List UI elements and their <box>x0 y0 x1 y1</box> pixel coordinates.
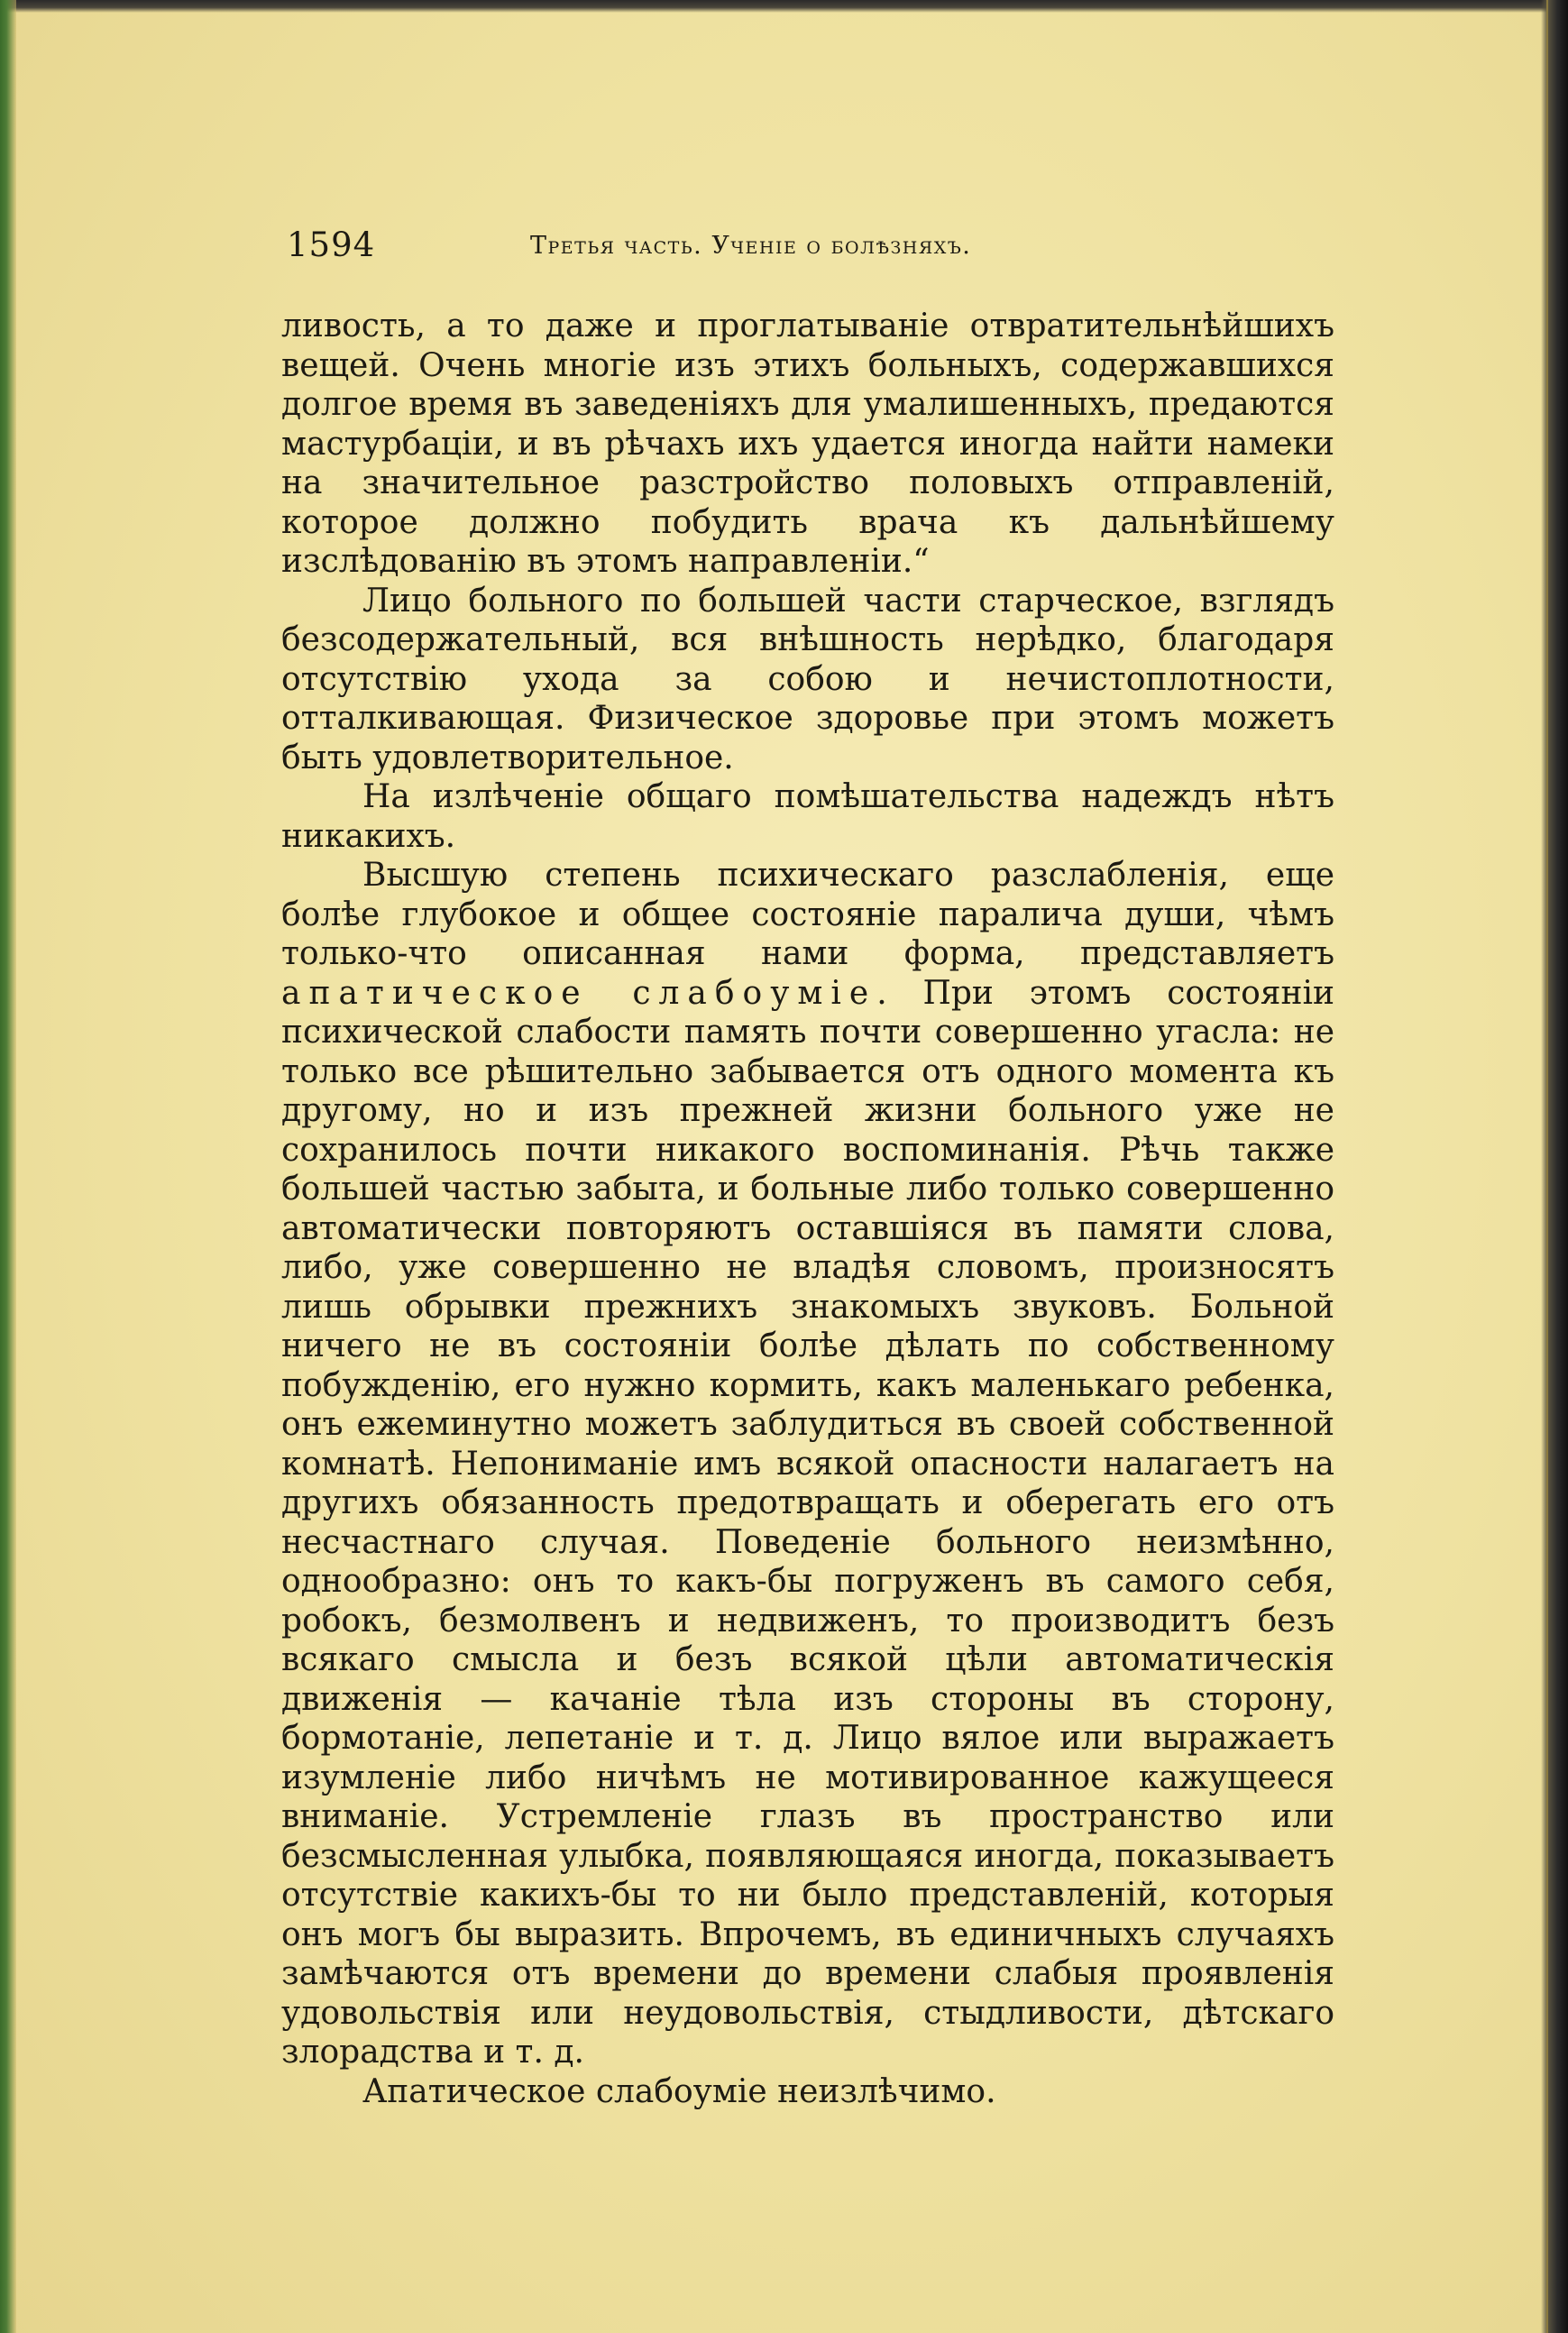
paragraph-4 <box>281 856 1334 2072</box>
running-head: Третья часть. Ученіе о болѣзняхъ. <box>530 232 972 260</box>
paragraph-5: Апатическое слабоуміе неизлѣчимо. <box>362 2072 996 2110</box>
body-text <box>281 307 1334 2111</box>
page-header <box>287 225 1333 271</box>
page-top-edge <box>0 0 1568 13</box>
paragraph-1: ливость, а то даже и проглатываніе отвратительнѣйшихъ вещей. Очень многіе изъ этихъ больныхъ, содержавшихся долгое время въ заведеніяхъ для умалишенныхъ, предаются мастурбаціи, и въ рѣчахъ ихъ удается иногда найти намеки на значительное разстройство половыхъ отправленій, которое должно побудить врача къ дальнѣйшему изслѣдованію въ этомъ направленіи.“ <box>281 308 1334 580</box>
paragraph-4-rest: . При этомъ состояніи психической слабости память почти совершенно угасла: не только все рѣшительно забывается отъ одного момента къ другому, но и изъ прежней жизни больного уже не сохранилось почти никакого воспоминанія. Рѣчь также большей частью забыта, и больные либо только совершенно автоматически повторяютъ оставшіяся въ памяти слова, либо, уже совершенно не владѣя словомъ, произносятъ лишь обрывки прежнихъ знакомыхъ звуковъ. Больной ничего не въ состояніи болѣе дѣлать по собственному побужденію, его нужно кормить, какъ маленькаго ребенка, онъ ежеминутно можетъ заблудиться въ своей собственной комнатѣ. Непониманіе имъ всякой опасности налагаетъ на другихъ обязанность предотвращать и оберегать его отъ несчастнаго случая. Поведеніе больного неизмѣнно, однообразно: онъ то какъ-бы погруженъ въ самого себя, робокъ, безмолвенъ и недвиженъ, то производитъ безъ всякаго смысла и безъ всякой цѣли автоматическія движенія — качаніе тѣла изъ стороны въ сторону, бормотаніе, лепетаніе и т. д. Лицо вялое или выражаетъ изумленіе либо ничѣмъ не мотивированное кажущееся вниманіе. Устремленіе глазъ въ пространство или безсмысленная улыбка, появляющаяся иногда, показываетъ отсутствіе какихъ-бы то ни было представленій, которыя онъ могъ бы выразить. Впрочемъ, въ единичныхъ случаяхъ замѣчаются отъ времени до времени слабыя проявленія удовольствія или неудовольствія, стыдливости, дѣтскаго злорадства и т. д. <box>281 974 1334 2071</box>
paragraph-4-spaced-term: апатическое слабоуміе <box>281 974 877 1012</box>
paragraph-3: На излѣченіе общаго помѣшательства надеждъ нѣтъ никакихъ. <box>281 778 1334 855</box>
page-left-edge <box>0 0 16 2333</box>
page-number: 1594 <box>287 225 376 264</box>
page-right-edge <box>1541 0 1568 2333</box>
paragraph-4-start: Высшую степень психическаго разслабленія, еще болѣе глубокое и общее состояніе паралича души, чѣмъ только-что описанная нами форма, представляетъ <box>281 857 1334 972</box>
paragraph-2: Лицо больного по большей части старческое, взглядъ безсодержательный, вся внѣшность нерѣдко, благодаря отсутствію ухода за собою и нечистоплотности, отталкивающая. Физическое здоровье при этомъ можетъ быть удовлетворительное. <box>281 582 1334 776</box>
page-right-edge-line <box>1546 0 1548 2333</box>
